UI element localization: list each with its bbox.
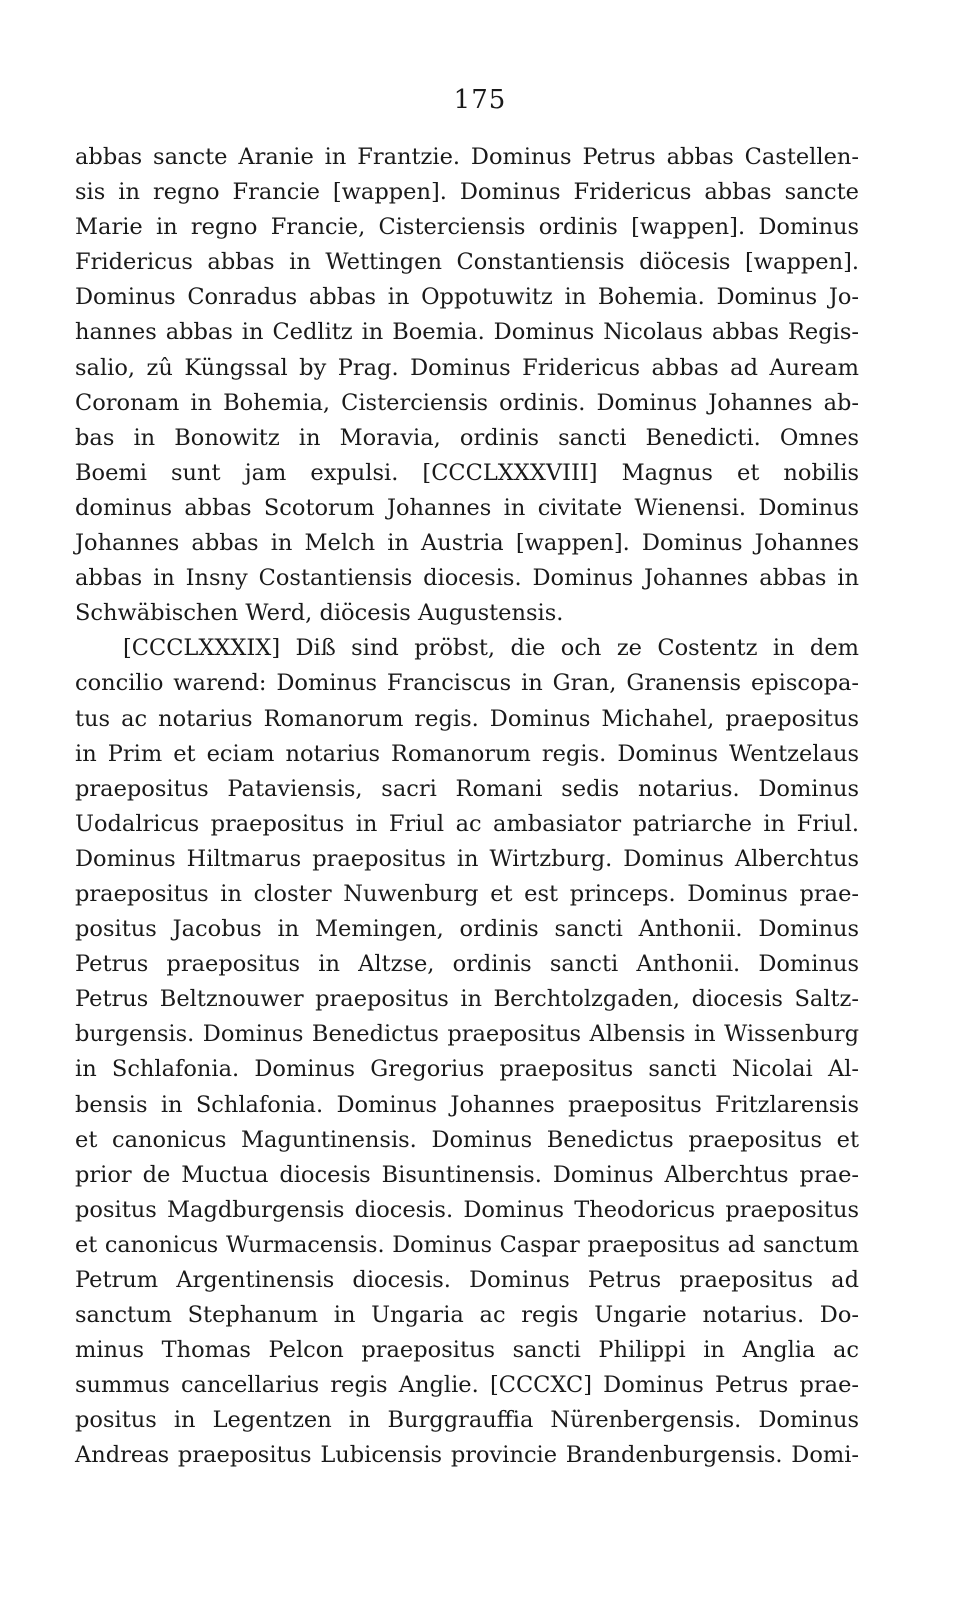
text-line: Johannes abbas in Melch in Austria [wappen]. Dominus Johannes [75,530,859,557]
text-line: Petrus praepositus in Altzse, ordinis sancti Anthonii. Dominus [75,951,859,978]
text-line: prior de Muctua diocesis Bisuntinensis. Dominus Alberchtus prae- [75,1161,859,1188]
page-number: 175 [453,85,507,115]
text-line: et canonicus Maguntinensis. Dominus Benedictus praepositus et [75,1126,859,1153]
text-line: Uodalricus praepositus in Friul ac ambasiator patriarche in Friul. [75,810,859,837]
text-line: praepositus Pataviensis, sacri Romani sedis notarius. Dominus [75,775,859,802]
text-line: Coronam in Bohemia, Cisterciensis ordinis. Dominus Johannes ab- [75,389,859,416]
text-line: Andreas praepositus Lubicensis provincie Brandenburgensis. Domi- [75,1442,859,1469]
text-line: Dominus Conradus abbas in Oppotuwitz in Bohemia. Dominus Jo- [75,284,859,311]
text-line: summus cancellarius regis Anglie. [CCCXC] Dominus Petrus prae- [75,1372,859,1399]
text-line: Dominus Hiltmarus praepositus in Wirtzburg. Dominus Alberchtus [75,845,859,872]
text-line: hannes abbas in Cedlitz in Boemia. Dominus Nicolaus abbas Regis- [75,319,859,346]
text-line: Boemi sunt jam expulsi. [CCCLXXXVIII] Magnus et nobilis [75,459,859,486]
text-line: in Schlafonia. Dominus Gregorius praepositus sancti Nicolai Al- [75,1056,859,1083]
text-line: abbas in Insny Costantiensis diocesis. Dominus Johannes abbas in [75,565,859,592]
text-line: bensis in Schlafonia. Dominus Johannes praepositus Fritzlarensis [75,1091,859,1118]
text-line: et canonicus Wurmacensis. Dominus Caspar praepositus ad sanctum [75,1231,859,1258]
text-line: Marie in regno Francie, Cisterciensis ordinis [wappen]. Dominus [75,214,859,241]
text-line: concilio warend: Dominus Franciscus in Gran, Granensis episcopa- [75,670,859,697]
text-line: Fridericus abbas in Wettingen Constantiensis diöcesis [wappen]. [75,249,859,276]
text-line: burgensis. Dominus Benedictus praepositus Albensis in Wissenburg [75,1021,859,1048]
paragraph-start-line: [CCCLXXXIX] Diß sind pröbst, die och ze Costentz in dem [123,635,859,662]
text-line: sanctum Stephanum in Ungaria ac regis Ungarie notarius. Do- [75,1302,859,1329]
body-text [75,140,859,1474]
text-line: positus Magdburgensis diocesis. Dominus Theodoricus praepositus [75,1196,859,1223]
text-line: abbas sancte Aranie in Frantzie. Dominus Petrus abbas Castellen- [75,144,859,170]
text-line: sis in regno Francie [wappen]. Dominus Fridericus abbas sancte [75,179,859,206]
text-line: Petrus Beltznouwer praepositus in Berchtolzgaden, diocesis Saltz- [75,986,859,1013]
paragraph-end-line: Schwäbischen Werd, diöcesis Augustensis. [75,600,564,627]
text-line: dominus abbas Scotorum Johannes in civitate Wienensi. Dominus [75,494,859,521]
text-line: praepositus in closter Nuwenburg et est princeps. Dominus prae- [75,880,859,907]
text-line: positus in Legentzen in Burggrauffia Nürenbergensis. Dominus [75,1407,859,1434]
text-line: Petrum Argentinensis diocesis. Dominus Petrus praepositus ad [75,1267,859,1293]
text-line: salio, zû Küngssal by Prag. Dominus Fridericus abbas ad Auream [75,354,859,381]
text-line: minus Thomas Pelcon praepositus sancti Philippi in Anglia ac [75,1337,859,1364]
text-line: positus Jacobus in Memingen, ordinis sancti Anthonii. Dominus [75,916,859,943]
text-line: in Prim et eciam notarius Romanorum regis. Dominus Wentzelaus [75,740,859,767]
text-line: bas in Bonowitz in Moravia, ordinis sancti Benedicti. Omnes [75,424,859,451]
text-line: tus ac notarius Romanorum regis. Dominus Michahel, praepositus [75,705,859,732]
